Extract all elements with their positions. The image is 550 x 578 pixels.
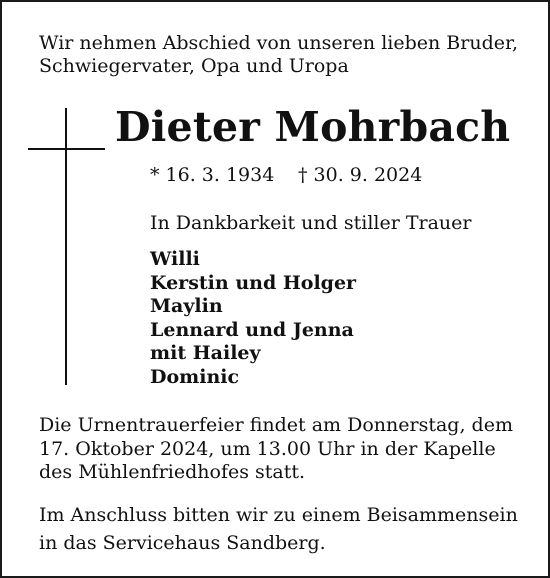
- ceremony-line-3: des Mühlenfriedhofes statt.: [39, 461, 306, 483]
- family-member: Willi: [150, 248, 200, 270]
- gathering-line-2: in das Servicehaus Sandberg.: [39, 532, 326, 554]
- family-member: Kerstin und Holger: [150, 271, 357, 294]
- family-member: mit Hailey: [150, 342, 261, 365]
- birth-date: * 16. 3. 1934: [150, 164, 275, 186]
- life-dates: [150, 163, 423, 187]
- ceremony-info: [39, 414, 513, 485]
- gathering-info: [39, 501, 518, 557]
- intro-text: [39, 32, 539, 78]
- intro-line-1: Wir nehmen Abschied von unseren lieben Bruder,: [39, 32, 519, 54]
- family-member: Maylin: [150, 295, 223, 318]
- cross-icon-horizontal-bar: [28, 148, 105, 150]
- ceremony-line-2: 17. Oktober 2024, um 13.00 Uhr in der Kapelle: [39, 437, 496, 460]
- gathering-line-1: Im Anschluss bitten wir zu einem Beisammensein: [39, 504, 518, 526]
- family-member: Dominic: [150, 365, 240, 388]
- intro-line-2: Schwiegervater, Opa und Uropa: [39, 55, 349, 77]
- mourning-line: In Dankbarkeit und stiller Trauer: [150, 212, 472, 234]
- ceremony-line-1: Die Urnentrauerfeier findet am Donnerstag, dem: [39, 414, 513, 436]
- family-list: [150, 248, 356, 390]
- death-date: † 30. 9. 2024: [298, 164, 423, 186]
- deceased-name: Dieter Mohrbach: [115, 103, 511, 151]
- family-member: Lennard und Jenna: [150, 318, 354, 341]
